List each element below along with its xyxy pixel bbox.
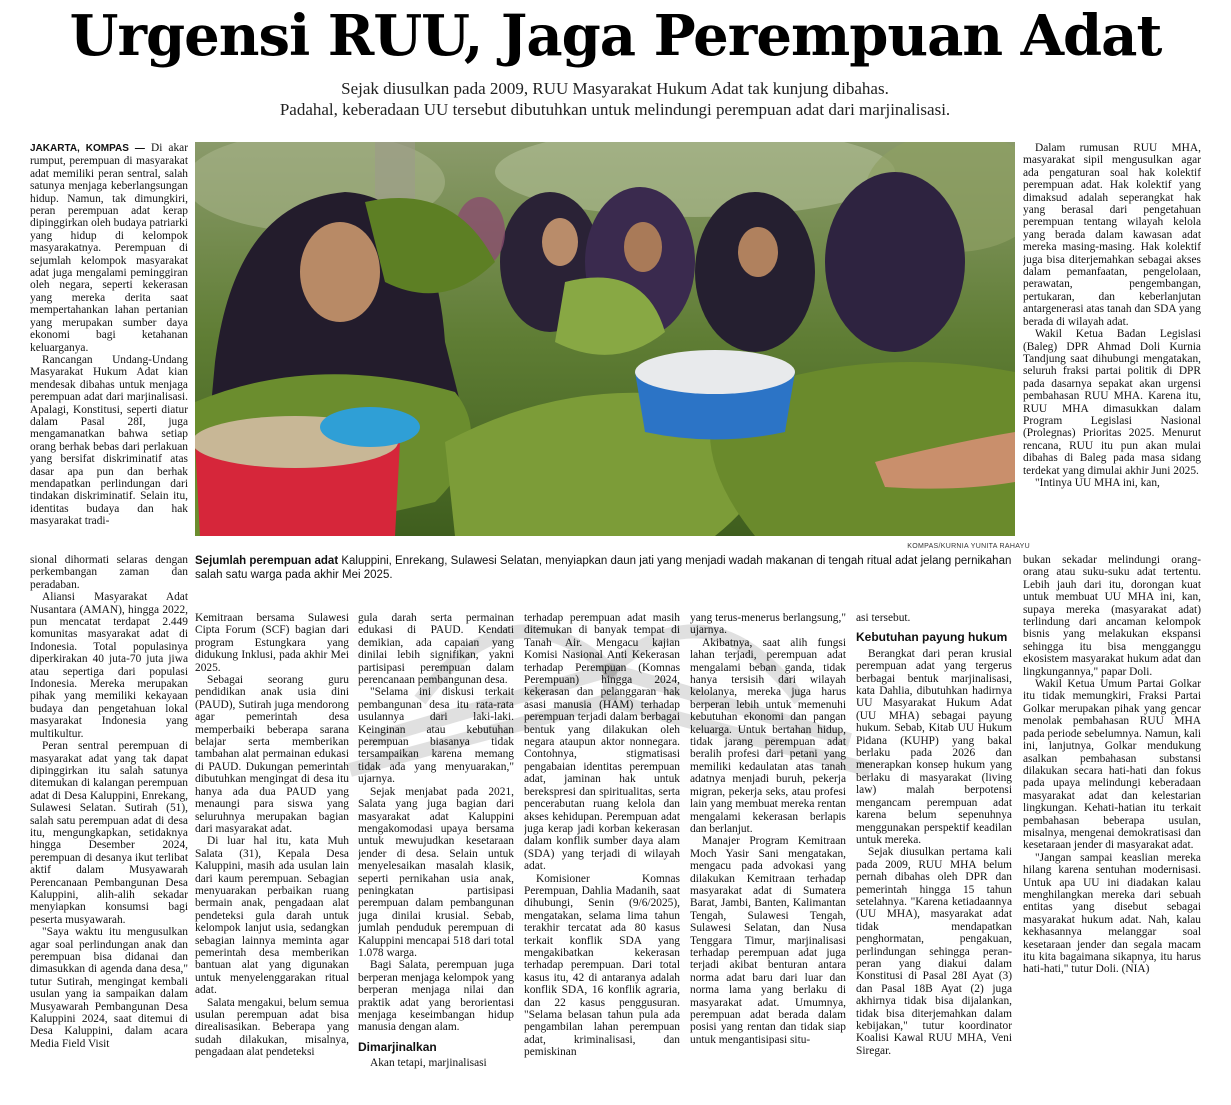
paragraph: Sebagai seorang guru pendidikan anak usia dini (PAUD), Sutirah juga mendorong agar pemerintah desa memperbaiki beberapa sarana belajar serta memberikan tambahan alat permainan edukasi di PAUD. Dukungan pemerintah dibutuhkan mengingat di desa itu hanya ada dua PAUD yang menaungi para siswa yang seluruhnya merupakan bagian dari masyarakat adat. (195, 674, 349, 835)
column-4 (524, 612, 680, 1100)
column-2 (195, 612, 349, 1100)
paragraph: Berangkat dari peran krusial perempuan adat yang tergerus berbagai bentuk marjinalisasi, kata Dahlia, dibutuhkan hadirnya UU Masyarakat Hukum Adat (UU MHA) sebagai payung hukum. Sebab, Kitab UU Hukum Pidana (KUHP) yang bakal berlaku pada 2026 dan menerapkan konsep hukum yang berlaku di masyarakat (living law) malah berpotensi mengancam perempuan adat karena belum sepenuhnya menggunakan perspektif keadilan untuk mereka. (856, 647, 1012, 846)
column-5 (690, 612, 846, 1100)
paragraph: sional dihormati selaras dengan perkembangan zaman dan peradaban. (30, 554, 188, 591)
paragraph: "Selama ini diskusi terkait pembangunan desa itu rata-rata usulannya dari laki-laki. Keinginan atau kebutuhan perempuan biasanya tidak tersampaikan karena memang tidak ada yang menyuarakan," ujarnya. (358, 686, 514, 786)
headline: Urgensi RUU, Jaga Perempuan Adat (69, 3, 1162, 69)
subheading-dimarjinalkan: Dimarjinalkan (358, 1039, 437, 1054)
paragraph: "Jangan sampai keaslian mereka hilang karena sentuhan modernisasi. Untuk apa UU ini diadakan kalau menghilangkan mereka dari sebuah entitas yang disebut sebagai masyarakat hukum adat. Nah, kalau kekhasannya melanggar soal kesetaraan jender dan segala macam itu kita bagaimana sikapnya, itu harus hati-hati," tutur Doli. (NIA) (1023, 851, 1201, 976)
paragraph: Di luar hal itu, kata Muh Salata (31), Kepala Desa Kaluppini, masih ada usulan lain dari kaum perempuan. Sebagian menyuarakan perbaikan ruang bermain anak, pengadaan alat pendeteksi gula darah untuk kelompok lanjut usia, sedangkan sebagian lainnya meminta agar pemerintah desa memberikan bantuan alat yang digunakan untuk menyelenggarakan ritual adat. (195, 835, 349, 997)
column-7-top (1023, 142, 1201, 550)
dateline: JAKARTA, KOMPAS — (30, 143, 145, 154)
paragraph: Manajer Program Kemitraan Moch Yasir Sani mengatakan, mengacu pada advokasi yang dilakukan Kemitraan terhadap masyarakat adat di Sumatera Barat, Jambi, Banten, Kalimantan Tengah, Sulawesi Tengah, Sulawesi Selatan, dan Nusa Tenggara Timur, marjinalisasi terhadap perempuan adat juga terjadi akibat benturan antara norma adat baru dari luar dan norma lama yang berlaku di masyarakat adat. Umumnya, perempuan adat berada dalam posisi yang rentan dan tidak siap untuk mengantisipasi situ- (690, 835, 846, 1046)
paragraph: gula darah serta permainan edukasi di PAUD. Kendati demikian, ada capaian yang dinilai lebih signifikan, yakni partisipasi perempuan dalam perencanaan pembangunan desa. (358, 612, 514, 687)
paragraph: "Saya waktu itu mengusulkan agar soal perlindungan anak dan perempuan bisa didanai dan dimasukkan di agenda dana desa," tutur Sutirah, mengingat kembali usulan yang ia sampaikan dalam Musyawarah Pembangunan Desa Kaluppini 2024, saat ditemui di Desa Kaluppini, dalam acara Media Field Visit (30, 926, 188, 1050)
paragraph: Rancangan Undang-Undang Masyarakat Hukum Adat kian mendesak dibahas untuk menjaga perempuan adat dari marjinalisasi. Apalagi, Konstitusi, seperti diatur dalam Pasal 28I, juga mengamanatkan bahwa setiap orang berhak bebas dari perlakuan yang bersifat diskriminatif atas dasar apa pun dan berhak mendapatkan perlindungan dari tindakan diskriminatif. Selain itu, identitas budaya dan hak masyarakat tradi- (30, 353, 188, 528)
paragraph: asi tersebut. (856, 612, 911, 624)
paragraph: Peran sentral perempuan di masyarakat adat yang tak dapat dipinggirkan itu salah satunya ditemukan di kalangan perempuan adat di Desa Kaluppini, Enrekang, Sulawesi Selatan. Sutirah (51), salah satu perempuan adat di desa itu, mengungkapkan, setidaknya hingga Desember 2024, perempuan di desanya ikut terlibat aktif dalam Musyawarah Perencanaan Pembangunan Desa Kaluppini, alih-alih sekadar menyiapkan konsumsi bagi peserta musyawarah. (30, 740, 188, 926)
paragraph: Salata mengakui, belum semua usulan perempuan adat bisa direalisasikan. Beberapa yang sudah dilakukan, misalnya, pengadaan alat pendeteksi (195, 996, 349, 1059)
paragraph: Bagi Salata, perempuan juga berperan menjaga kelompok yang berperan menjaga nilai dan praktik adat yang berorientasi menjaga keseimbangan hidup manusia dengan alam. (358, 959, 514, 1034)
deck-line-1: Sejak diusulkan pada 2009, RUU Masyarakat Hukum Adat tak kunjung dibahas. (341, 79, 889, 98)
column-6 (856, 612, 1012, 1100)
column-7-bottom (1023, 554, 1201, 1100)
column-3 (358, 612, 514, 1100)
paragraph: Dalam rumusan RUU MHA, masyarakat sipil mengusulkan agar ada pengaturan soal hak kolektif perempuan adat. Hak kolektif yang dimaksud adalah seperangkat hak yang berasal dari pengetahuan perempuan tentang wilayah kelola yang berada dalam kawasan adat mereka masing-masing. Hak kolektif juga bisa diterjemahkan sebagai akses dalam pemanfaatan, pengelolaan, perawatan, pengembangan, pertukaran, dan keberlanjutan antargenerasi atas tanah dan SDA yang berada di wilayah adat. (1023, 142, 1201, 328)
paragraph: JAKARTA, KOMPAS — Di akar rumput, perempuan di masyarakat adat memiliki peran sentral, salah satunya menjaga keberlangsungan hidup. Namun, tak dimungkiri, peran perempuan adat kerap dipinggirkan oleh budaya patriarki yang hidup di kelompok masyarakatnya. Perempuan di sejumlah kelompok masyarakat adat juga mengalami peminggiran oleh negara, seperti kekerasan yang mereka derita saat mempertahankan lahan pertanian yang merupakan sumber daya ekonomi bagi ketahanan keluarganya. (30, 142, 188, 354)
paragraph: Wakil Ketua Badan Legislasi (Baleg) DPR Ahmad Doli Kurnia Tandjung saat dihubungi mengatakan, seluruh fraksi partai politik di DPR pada dasarnya sepakat akan urgensi pembahasan RUU MHA. Karena itu, RUU MHA dimasukkan dalam Program Legislasi Nasional (Prolegnas) Prioritas 2025. Menurut rencana, RUU itu pun akan mulai dibahas di Baleg pada masa sidang terdekat yang dimulai akhir Juni 2025. (1023, 328, 1201, 477)
paragraph: yang terus-menerus berlangsung," ujarnya. (690, 612, 846, 637)
paragraph: bukan sekadar melindungi orang-orang atau suku-suku adat tertentu. Lebih jauh dari itu, dorongan kuat untuk membuat UU MHA ini, kan, supaya mereka (masyarakat adat) terlindung dari ancaman kelompok bisnis yang melakukan ekspansi sehingga itu bisa mengganggu ekosistem masyarakat hukum adat dan lingkungannya," papar Doli. (1023, 554, 1201, 678)
photo-credit: KOMPAS/KURNIA YUNITA RAHAYU (907, 543, 1030, 550)
subheading-kebutuhan-payung-hukum: Kebutuhan payung hukum (856, 630, 1008, 645)
deck-line-2: Padahal, keberadaan UU tersebut dibutuhkan untuk melindungi perempuan adat dari marjinalisasi. (279, 100, 951, 119)
photo-caption (195, 554, 1015, 582)
paragraph: Sejak menjabat pada 2021, Salata yang juga bagian dari masyarakat adat Kaluppini mengakomodasi upaya bersama untuk mewujudkan kesetaraan jender di desa. Selain untuk menyelesaikan masalah klasik, seperti pernikahan usia anak, peningkatan partisipasi perempuan dalam pembangunan juga dinilai krusial. Sebab, jumlah penduduk perempuan di Kaluppini mencapai 518 dari total 1.078 warga. (358, 785, 514, 959)
photo-women-preparing-leaves (195, 142, 1015, 536)
paragraph: Wakil Ketua Umum Partai Golkar itu tidak memungkiri, Fraksi Partai Golkar merupakan pihak yang gencar menolak pembahasan RUU MHA pada periode sebelumnya. Namun, kali ini, lanjutnya, Golkar mendukung asalkan pembahasan substansi dilakukan secara hati-hati dan fokus pada upaya melindungi keberadaan masyarakat adat dan kelestarian lingkungan. Kehati-hatian itu terkait pembahasan beberapa usulan, misalnya, mengenai demokratisasi dan kesetaraan jender di masyarakat adat. (1023, 678, 1201, 852)
photo-illustration (195, 142, 1015, 536)
paragraph: Sejak diusulkan pertama kali pada 2009, RUU MHA belum pernah dibahas oleh DPR dan pemerintah hingga 15 tahun setelahnya. "Karena ketiadaannya (UU MHA), masyarakat adat tidak mendapatkan penghormatan, pengakuan, perlindungan sehingga peran-peran yang diakui dalam Konstitusi di Pasal 28I Ayat (3) dan Pasal 18B Ayat (2) juga akhirnya tidak bisa dijalankan, tidak bisa diterjemahkan dalam kebijakan," tutur koordinator Koalisi Kawal RUU MHA, Veni Siregar. (856, 846, 1012, 1057)
caption-text: Kaluppini, Enrekang, Sulawesi Selatan, menyiapkan daun jati yang menjadi wadah makanan di tengah ritual adat jelang pernikahan salah satu warga pada akhir Mei 2025. (195, 555, 1012, 581)
column-1-top (30, 142, 188, 550)
paragraph: Akibatnya, saat alih fungsi lahan terjadi, perempuan adat mengalami beban ganda, tidak hanya tersisih dari wilayah kelolanya, mereka juga harus berperan lebih untuk memenuhi kebutuhan ekonomi dan pangan keluarga. Untuk bertahan hidup, tidak jarang perempuan adat beralih profesi dari petani yang memiliki kedaulatan atas tanah adatnya menjadi buruh, pekerja migran, pekerja seks, atau profesi lain yang membuat mereka rentan mengalami kekerasan berlapis dan berlanjut. (690, 636, 846, 835)
paragraph: "Intinya UU MHA ini, kan, (1035, 476, 1160, 489)
paragraph: Aliansi Masyarakat Adat Nusantara (AMAN), hingga 2022, pun mencatat terdapat 2.449 komunitas masyarakat adat di Indonesia. Total populasinya diperkirakan 40 juta-70 juta jiwa atau sepertiga dari populasi Indonesia. Mereka merupakan pihak yang memiliki kekayaan budaya dan pengetahuan lokal masyarakat Indonesia yang multikultur. (30, 591, 188, 740)
caption-lead: Sejumlah perempuan adat (195, 555, 339, 567)
column-1-bottom (30, 554, 188, 1100)
paragraph: Komisioner Komnas Perempuan, Dahlia Madanih, saat dihubungi, Senin (9/6/2025), mengatakan, selama lima tahun terakhir tercatat ada 80 kasus terkait konflik SDA yang mengakibatkan kekerasan terhadap perempuan. Dari total kasus itu, 42 di antaranya adalah konflik SDA, 16 konflik agraria, dan 22 kasus penggusuran. "Selama belasan tahun pula ada pengambilan lahan perempuan adat, kriminalisasi, dan pemiskinan (524, 872, 680, 1059)
paragraph: terhadap perempuan adat masih ditemukan di banyak tempat di Tanah Air. Mengacu kajian Komisi Nasional Anti Kekerasan terhadap Perempuan (Komnas Perempuan) hingga 2024, kekerasan dan pelanggaran hak asasi manusia (HAM) terhadap perempuan terjadi dalam berbagai bentuk yang dilakukan oleh negara ataupun aktor nonnegara. Contohnya, stigmatisasi pengabaian identitas perempuan adat, jaminan hak untuk berekspresi dan spiritualitas, serta pencerabutan ruang kelola dan akses kehidupan. Perempuan adat juga kerap jadi korban kekerasan dalam konflik sumber daya alam (SDA) yang terjadi di wilayah adat. (524, 612, 680, 873)
paragraph: Akan tetapi, marjinalisasi (370, 1057, 487, 1070)
paragraph: Kemitraan bersama Sulawesi Cipta Forum (SCF) bagian dari program Estungkara yang didukung Inklusi, pada akhir Mei 2025. (195, 612, 349, 674)
deck (160, 78, 1070, 120)
